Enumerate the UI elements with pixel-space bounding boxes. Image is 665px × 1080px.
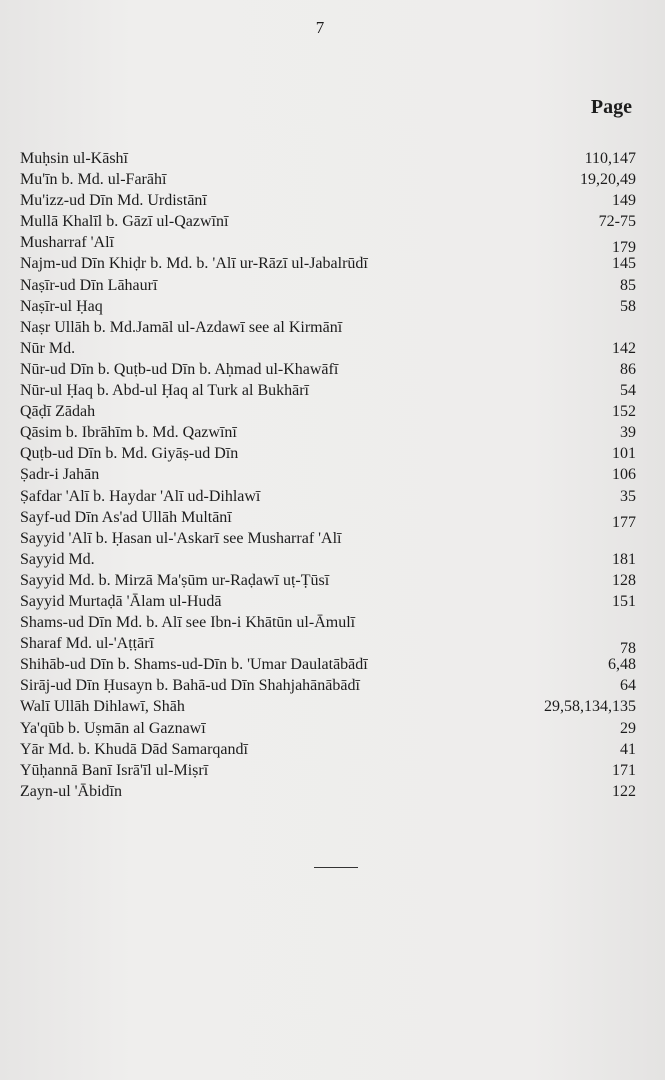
index-entry bbox=[20, 464, 636, 485]
entry-name: Sayf-ud Dīn As'ad Ullāh Multānī bbox=[20, 508, 232, 526]
index-entry bbox=[20, 169, 636, 190]
index-entry bbox=[20, 380, 636, 401]
index-entry bbox=[20, 148, 636, 169]
entry-name: Sharaf Md. ul-'Aṭṭārī bbox=[20, 635, 154, 653]
entry-name: Shihāb-ud Dīn b. Shams-ud-Dīn b. 'Umar Daulatābādī bbox=[20, 656, 368, 674]
entry-page-numbers: 106 bbox=[612, 466, 636, 484]
entry-name: Qāsim b. Ibrāhīm b. Md. Qazwīnī bbox=[20, 424, 237, 442]
entry-page-numbers: 151 bbox=[612, 592, 636, 610]
entry-page-numbers: 171 bbox=[612, 761, 636, 779]
index-entry bbox=[20, 190, 636, 211]
entry-page-numbers: 142 bbox=[612, 339, 636, 357]
index-entry bbox=[20, 443, 636, 464]
entry-page-numbers: 122 bbox=[612, 782, 636, 800]
entry-page-numbers: 145 bbox=[612, 255, 636, 273]
index-entry bbox=[20, 781, 636, 802]
index-entry bbox=[20, 401, 636, 422]
index-entry bbox=[20, 486, 636, 507]
index-entry bbox=[20, 338, 636, 359]
index-entry-list bbox=[20, 148, 636, 802]
entry-page-numbers: 19,20,49 bbox=[580, 171, 636, 189]
index-entry bbox=[20, 591, 636, 612]
entry-name: Sayyid Md. bbox=[20, 550, 95, 568]
index-entry bbox=[20, 232, 636, 257]
entry-page-numbers: 29,58,134,135 bbox=[544, 698, 636, 716]
entry-page-numbers: 58 bbox=[620, 297, 636, 315]
entry-name: Sayyid Md. b. Mirzā Ma'ṣūm ur-Raḍawī uṭ-Ṭūsī bbox=[20, 571, 330, 589]
entry-name: Musharraf 'Alī bbox=[20, 234, 114, 252]
entry-name: Muḥsin ul-Kāshī bbox=[20, 150, 128, 167]
index-entry bbox=[20, 718, 636, 739]
entry-page-numbers: 181 bbox=[612, 550, 636, 568]
page-number: 7 bbox=[315, 18, 325, 37]
entry-name: Najm-ud Dīn Khiḍr b. Md. b. 'Alī ur-Rāzī ul-Jabalrūdī bbox=[20, 255, 368, 273]
entry-name: Ya'qūb b. Uṣmān al Gaznawī bbox=[20, 719, 206, 737]
entry-name: Shams-ud Dīn Md. b. Alī see Ibn-i Khātūn ul-Āmulī bbox=[20, 614, 356, 632]
entry-page-numbers: 54 bbox=[620, 382, 636, 400]
entry-page-numbers: 64 bbox=[620, 677, 636, 695]
index-entry bbox=[20, 296, 636, 317]
column-header-page: Page bbox=[590, 96, 632, 118]
index-entry bbox=[20, 507, 636, 531]
entry-name: Qāḍī Zādah bbox=[20, 403, 96, 421]
entry-name: Mu'īn b. Md. ul-Farāhī bbox=[20, 171, 167, 189]
entry-name: Sayyid Murtaḍā 'Ālam ul-Hudā bbox=[20, 592, 222, 610]
entry-name: Ṣafdar 'Alī b. Haydar 'Alī ud-Dihlawī bbox=[20, 487, 261, 505]
index-entry bbox=[20, 675, 636, 696]
index-entry bbox=[20, 654, 636, 675]
entry-page-numbers: 177 bbox=[612, 513, 636, 531]
entry-page-numbers: 85 bbox=[620, 276, 636, 294]
entry-page-numbers: 128 bbox=[612, 571, 636, 589]
entry-page-numbers: 29 bbox=[620, 719, 636, 737]
index-entry bbox=[20, 422, 636, 443]
end-rule bbox=[314, 867, 358, 868]
entry-page-numbers: 78 bbox=[620, 640, 636, 658]
entry-page-numbers: 149 bbox=[612, 192, 636, 210]
index-entry bbox=[20, 612, 636, 633]
index-entry bbox=[20, 211, 636, 232]
index-entry bbox=[20, 253, 636, 274]
index-entry bbox=[20, 528, 636, 549]
index-entry bbox=[20, 570, 636, 591]
index-entry bbox=[20, 760, 636, 781]
index-entry bbox=[20, 549, 636, 570]
entry-page-numbers: 35 bbox=[620, 487, 636, 505]
entry-name: Sayyid 'Alī b. Ḥasan ul-'Askarī see Musharraf 'Alī bbox=[20, 529, 342, 547]
entry-name: Quṭb-ud Dīn b. Md. Giyāṣ-ud Dīn bbox=[20, 445, 239, 463]
entry-name: Yūḥannā Banī Isrā'īl ul-Miṣrī bbox=[20, 761, 209, 779]
entry-name: Nūr-ud Dīn b. Quṭb-ud Dīn b. Aḥmad ul-Khawāfī bbox=[20, 360, 339, 378]
entry-page-numbers: 39 bbox=[620, 424, 636, 442]
entry-page-numbers: 179 bbox=[612, 239, 636, 257]
index-entry bbox=[20, 359, 636, 380]
entry-name: Mu'izz-ud Dīn Md. Urdistānī bbox=[20, 192, 207, 210]
entry-page-numbers: 72-75 bbox=[598, 213, 636, 231]
entry-name: Naṣīr-ul Ḥaq bbox=[20, 297, 103, 315]
entry-page-numbers: 86 bbox=[620, 360, 636, 378]
entry-name: Ṣadr-i Jahān bbox=[20, 466, 100, 484]
index-entry bbox=[20, 633, 636, 658]
entry-name: Naṣr Ullāh b. Md.Jamāl ul-Azdawī see al Kirmānī bbox=[20, 318, 343, 336]
entry-name: Yār Md. b. Khudā Dād Samarqandī bbox=[20, 740, 248, 758]
entry-page-numbers: 152 bbox=[612, 403, 636, 421]
entry-name: Nūr-ul Ḥaq b. Abd-ul Ḥaq al Turk al Bukhārī bbox=[20, 382, 309, 400]
entry-page-numbers: 101 bbox=[612, 445, 636, 463]
entry-page-numbers: 41 bbox=[620, 740, 636, 758]
index-entry bbox=[20, 739, 636, 760]
entry-page-numbers: 6,48 bbox=[608, 656, 636, 674]
entry-name: Nūr Md. bbox=[20, 339, 76, 357]
entry-page-numbers: 110,147 bbox=[584, 150, 636, 167]
index-entry bbox=[20, 275, 636, 296]
entry-name: Zayn-ul 'Ābidīn bbox=[20, 782, 122, 800]
entry-name: Naṣīr-ud Dīn Lāhaurī bbox=[20, 276, 158, 294]
entry-name: Sirāj-ud Dīn Ḥusayn b. Bahā-ud Dīn Shahjahānābādī bbox=[20, 677, 360, 695]
entry-name: Mullā Khalīl b. Gāzī ul-Qazwīnī bbox=[20, 213, 229, 231]
index-entry bbox=[20, 696, 636, 717]
entry-name: Walī Ullāh Dihlawī, Shāh bbox=[20, 698, 185, 716]
index-entry bbox=[20, 317, 636, 338]
